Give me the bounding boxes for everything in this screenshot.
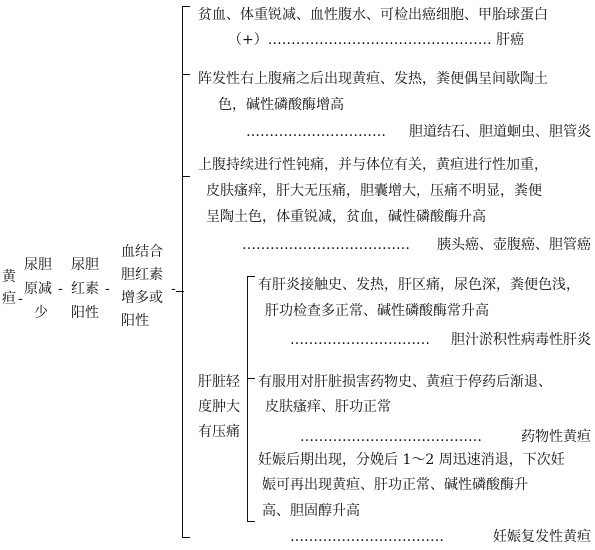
liver-item-2-line-1: 有服用对肝脏损害药物史、黄疸于停药后渐退、 [258, 374, 552, 390]
liver-item-1-dots: ………………………… [290, 332, 430, 348]
level1-line-1: 尿胆 [24, 257, 52, 273]
liver-item-1-line-1: 有肝炎接触史、发热，肝区痛，尿色深，粪便色浅， [258, 277, 580, 293]
branch-3-line-1: 上腹持续进行性钝痛，并与体位有关，黄疸进行性加重， [198, 157, 548, 173]
branch-1-line-2: （+）………………………………………… 肝癌 [228, 32, 525, 48]
root-label-char-2: 疸 [2, 291, 16, 307]
level3-line-1: 血结合 [121, 244, 163, 260]
connector-dash: - [18, 291, 23, 307]
liver-group-label-line-3: 有压痛 [198, 424, 240, 440]
branch-2-dots: ………………………… [246, 124, 386, 140]
level2-line-2: 红素 [71, 281, 99, 297]
level1-line-2: 原减 [24, 281, 52, 297]
liver-group-label-line-2: 度肿大 [198, 399, 240, 415]
liver-item-3-dots: …………………………… [290, 529, 444, 545]
branch-2-result: 胆道结石、胆道蛔虫、胆管炎 [409, 124, 591, 140]
liver-item-3-line-1: 妊娠后期出现，分娩后 1～2 周迅速消退，下次妊 [258, 452, 565, 468]
liver-item-2-line-2: 皮肤瘙痒、肝功正常 [265, 399, 391, 415]
level3-line-3: 增多或 [121, 290, 163, 306]
liver-item-2-dots: ………………………………… [300, 429, 482, 445]
liver-item-1-line-2: 肝功检查多正常、碱性磷酸酶常升高 [265, 303, 489, 319]
liver-item-2-result: 药物性黄疸 [521, 429, 591, 445]
branch-3-line-2: 皮肤瘙痒，肝大无压痛，胆囊增大，压痛不明显，粪便 [206, 183, 542, 199]
level2-line-3: 阳性 [71, 305, 99, 321]
branch-2-line-1: 阵发性右上腹痛之后出现黄疸、发热，粪便偶呈间歇陶土 [198, 71, 548, 87]
liver-bracket-line [247, 276, 248, 522]
level2-line-1: 尿胆 [71, 257, 99, 273]
bracket-tick [247, 378, 255, 379]
branch-2-line-2: 色，碱性磷酸酶增高 [218, 97, 344, 113]
level3-line-4: 阳性 [121, 313, 149, 329]
root-label-char-1: 黄 [2, 269, 16, 285]
liver-item-3-line-3: 高、胆固醇升高 [262, 503, 360, 519]
liver-group-label-line-1: 肝脏轻 [198, 374, 240, 390]
liver-item-3-line-2: 娠可再出现黄疸、肝功正常、碱性磷酸酶升 [262, 477, 528, 493]
level1-line-3: 少 [34, 305, 48, 321]
level3-line-2: 胆红素 [121, 267, 163, 283]
bracket-tick [247, 521, 255, 522]
connector-dash: - [171, 281, 176, 297]
bracket-tick [182, 6, 190, 7]
bracket-tick [176, 291, 184, 292]
main-bracket-line [182, 6, 183, 538]
liver-item-1-result: 胆汁淤积性病毒性肝炎 [451, 332, 591, 348]
liver-item-3-result: 妊娠复发性黄疸 [493, 529, 591, 545]
connector-dash: - [58, 281, 63, 297]
branch-3-result: 胰头癌、壶腹癌、胆管癌 [437, 237, 591, 253]
branch-3-line-3: 呈陶土色，体重锐减，贫血，碱性磷酸酶升高 [206, 209, 486, 225]
bracket-tick [182, 74, 190, 75]
connector-dash: - [105, 281, 110, 297]
bracket-tick [182, 176, 190, 177]
bracket-tick [182, 537, 190, 538]
branch-1-line-1: 贫血、体重锐减、血性腹水、可检出癌细胞、甲胎球蛋白 [198, 7, 548, 23]
bracket-tick [247, 276, 255, 277]
branch-3-dots: ……………………………… [242, 237, 410, 253]
